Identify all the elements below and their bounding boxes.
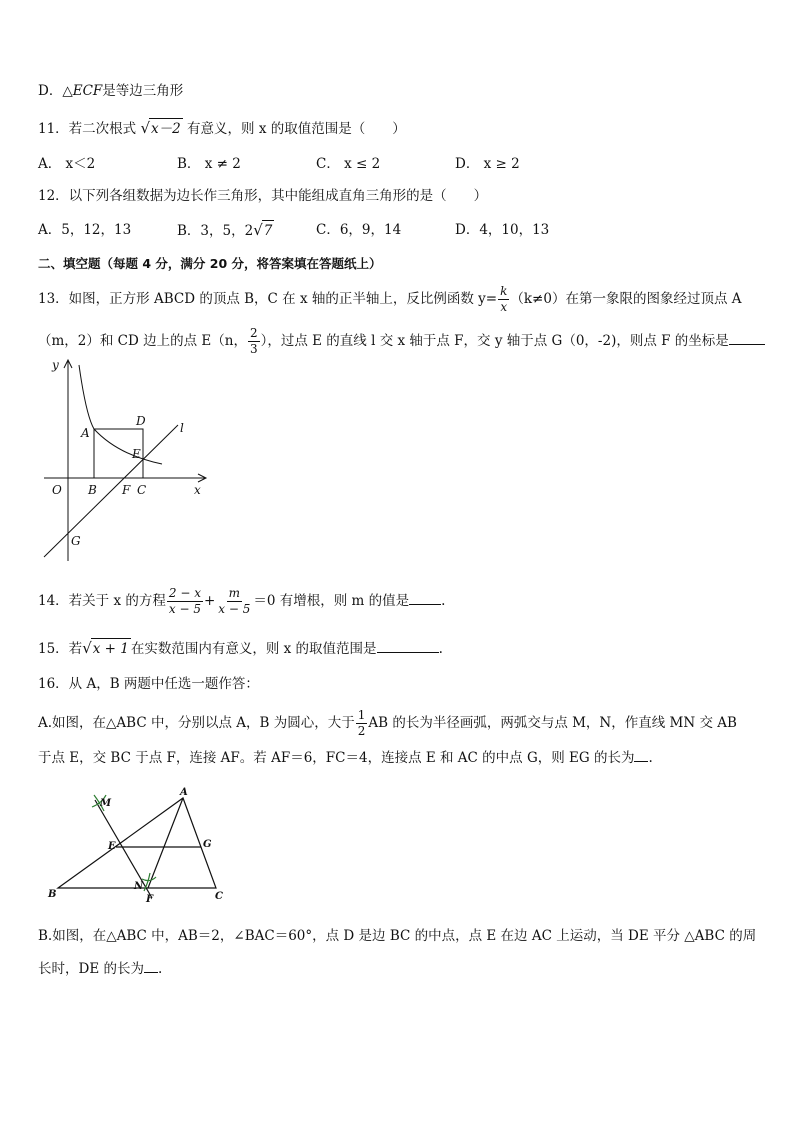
q12-option-a[interactable]: A．5，12，13: [38, 222, 132, 238]
question-16b-line-1: B.如图，在△ABC 中，AB＝2，∠BAC＝60°，点 D 是边 BC 的中点，点 E 在边 AC 上运动，当 DE 平分 △ABC 的周: [38, 928, 757, 944]
radical-sign: √: [82, 639, 92, 657]
radical-sign: √: [253, 221, 263, 239]
line-mn: [95, 800, 152, 898]
question-16a-line-2: 于点 E，交 BC 于点 F，连接 AF。若 AF＝6，FC＝4，连接点 E 和 AC 的中点 G，则 EG 的长为 .: [38, 747, 653, 768]
label-b: B: [88, 483, 97, 497]
q12-option-c[interactable]: C．6，9，14: [316, 222, 402, 238]
q11-option-c[interactable]: C． x ≤ 2: [316, 156, 381, 172]
label-a: A: [81, 426, 90, 440]
question-11-stem: 11．若二次根式 √x－2 有意义，则 x 的取值范围是（ ）: [38, 119, 406, 137]
answer-blank-13[interactable]: [729, 330, 765, 345]
answer-blank-16a[interactable]: [634, 747, 648, 762]
fraction-2-minus-x: $\frac{2 - x}{x - 5}$: [168, 586, 201, 616]
label-f: F: [146, 894, 154, 905]
label-a: A: [180, 787, 188, 798]
question-13-line-1: 13．如图，正方形 ABCD 的顶点 B，C 在 x 轴的正半轴上，反比例函数 y= $\frac{k}{x}$ （k≠0）在第一象限的图象经过顶点 A: [38, 284, 742, 314]
question-15: 15．若√x + 1 在实数范围内有意义，则 x 的取值范围是 .: [38, 639, 443, 657]
label-l: l: [180, 421, 184, 435]
radical-sign: √: [140, 119, 151, 137]
answer-blank-16b[interactable]: [144, 958, 158, 973]
q12-option-d[interactable]: D．4，10，13: [455, 222, 550, 238]
label-o: O: [52, 483, 62, 497]
answer-blank-15[interactable]: [377, 638, 439, 653]
q11-option-d[interactable]: D． x ≥ 2: [455, 156, 520, 172]
label-y: y: [52, 358, 59, 372]
q11-option-a[interactable]: A． x＜2: [38, 156, 96, 172]
question-16-stem: 16．从 A，B 两题中任选一题作答：: [38, 676, 259, 692]
hyperbola-curve: [79, 365, 162, 464]
label-c: C: [215, 891, 223, 902]
label-m: M: [100, 798, 112, 809]
q11-option-b[interactable]: B． x ≠ 2: [177, 156, 241, 172]
label-c: C: [137, 483, 147, 497]
question-13-line-2: （m，2）和 CD 边上的点 E（n， $\frac{2}{3}$ ），过点 E 的直线 l 交 x 轴于点 F，交 y 轴于点 G（0，-2)，则点 F 的坐标是: [38, 326, 765, 357]
triangle-abc: [58, 798, 216, 888]
label-d: D: [136, 414, 146, 428]
fraction-one-half: $\frac{1}{2}$: [357, 708, 366, 738]
line-l: [44, 425, 178, 557]
label-n: N: [134, 881, 144, 892]
prev-option-d: D．△ECF是等边三角形: [38, 83, 184, 99]
label-e: E: [132, 447, 141, 461]
label-g: G: [203, 839, 212, 850]
q12-option-b[interactable]: B．3，5，2√7: [177, 221, 273, 239]
section-title: 二、填空题（每题 4 分，满分 20 分，将答案填在答题纸上）: [38, 256, 382, 271]
label-x: x: [194, 483, 201, 497]
label-f: F: [122, 483, 131, 497]
label-b: B: [48, 889, 57, 900]
figure-q16a: [44, 785, 234, 907]
label-g: G: [71, 534, 81, 548]
answer-blank-14[interactable]: [409, 590, 441, 605]
question-12-stem: 12．以下列各组数据为边长作三角形，其中能组成直角三角形的是（ ）: [38, 188, 488, 204]
question-12-options: [38, 220, 594, 241]
question-16a-line-1: A.如图，在△ABC 中，分别以点 A，B 为圆心，大于 $\frac{1}{2}$ AB 的长为半径画弧，两弧交与点 M，N，作直线 MN 交 AB: [38, 708, 737, 738]
question-14: 14．若关于 x 的方程 $\frac{2 - x}{x - 5}$ + $\frac{m}{x - 5}$ ＝0 有增根，则 m 的值是 .: [38, 586, 446, 616]
question-16b-line-2: 长时，DE 的长为 .: [38, 958, 162, 979]
label-e: E: [108, 841, 116, 852]
figure-q13: [38, 355, 213, 565]
fraction-two-thirds: $\frac{2}{3}$: [249, 326, 258, 356]
fraction-k-over-x: $\frac{k}{x}$: [500, 284, 508, 314]
segment-af: [148, 798, 183, 888]
fraction-m: $\frac{m}{x - 5}$: [218, 586, 251, 616]
question-11-options: [38, 154, 594, 174]
